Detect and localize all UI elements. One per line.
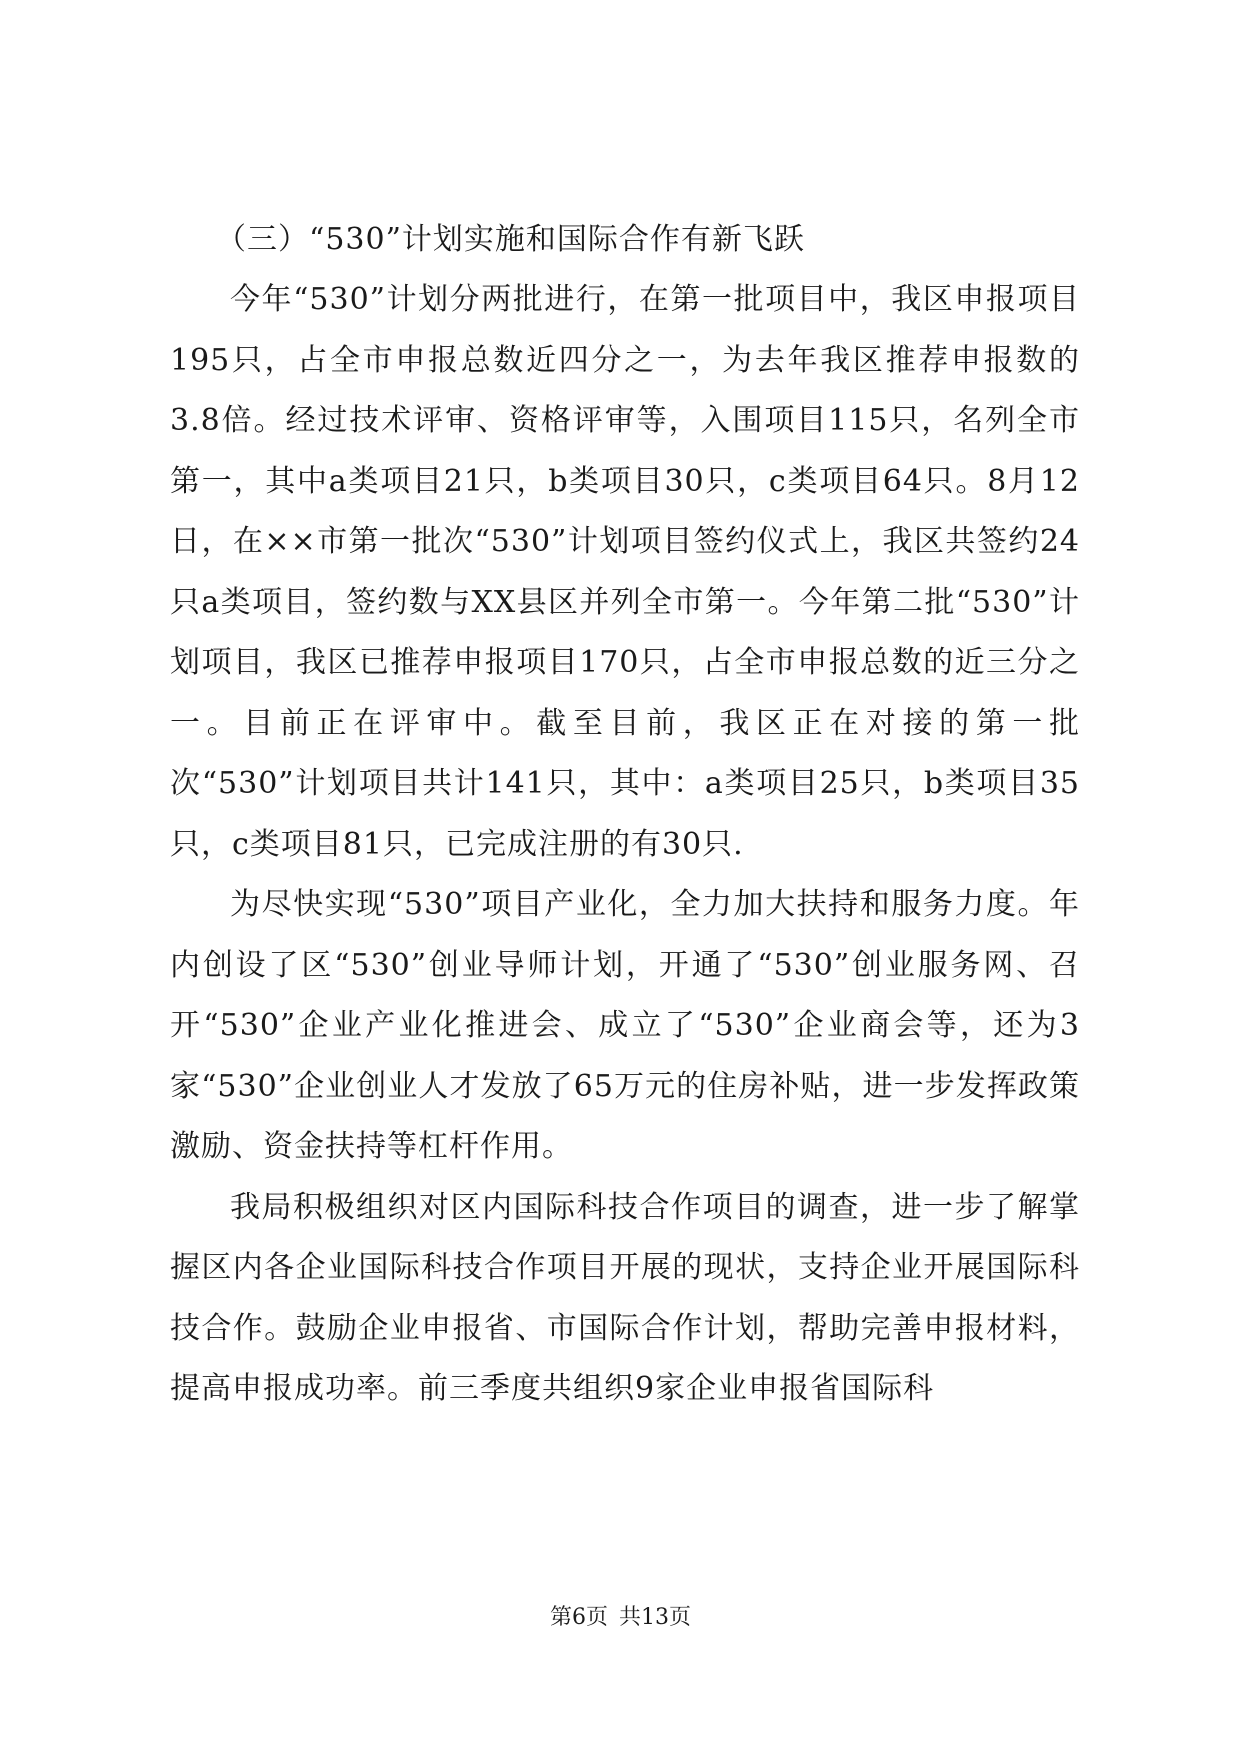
paragraph-2: 为尽快实现“530”项目产业化，全力加大扶持和服务力度。年内创设了区“530”创业导师计划，开通了“530”创业服务网、召开“530”企业产业化推进会、成立了“530”企业商会等，还为3家“530”企业创业人才发放了65万元的住房补贴，进一步发挥政策激励、资金扶持等杠杆作用。 <box>170 887 1080 1164</box>
section-heading: （三）“530”计划实施和国际合作有新飞跃 <box>216 222 805 257</box>
page-total: 共13页 <box>619 1605 691 1630</box>
document-body <box>170 210 1080 1420</box>
paragraph-3: 我局积极组织对区内国际科技合作项目的调查，进一步了解掌握区内各企业国际科技合作项目开展的现状，支持企业开展国际科技合作。鼓励企业申报省、市国际合作计划，帮助完善申报材料，提高申报成功率。前三季度共组织9家企业申报省国际科 <box>170 1189 1080 1406</box>
paragraph-1: 今年“530”计划分两批进行，在第一批项目中，我区申报项目195只，占全市申报总数近四分之一，为去年我区推荐申报数的3.8倍。经过技术评审、资格评审等，入围项目115只，名列全市第一，其中a类项目21只，b类项目30只，c类项目64只。8月12日，在××市第一批次“530”计划项目签约仪式上，我区共签约24只a类项目，签约数与XX县区并列全市第一。今年第二批“530”计划项目，我区已推荐申报项目170只，占全市申报总数的近三分之一。目前正在评审中。截至目前，我区正在对接的第一批次“530”计划项目共计141只，其中：a类项目25只，b类项目35只，c类项目81只，已完成注册的有30只. <box>170 282 1080 862</box>
page-footer <box>0 1603 1241 1633</box>
page-number: 第6页 <box>550 1605 608 1630</box>
